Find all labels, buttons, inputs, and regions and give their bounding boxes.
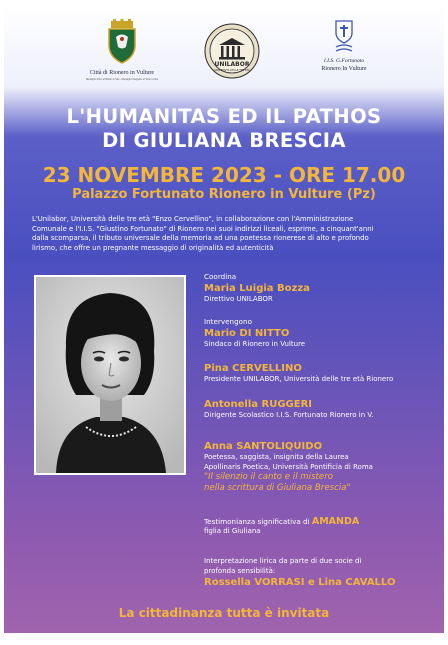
portrait-image [36, 277, 184, 473]
testimony-relation: figlia di Giuliana [204, 527, 261, 535]
testimony-label: Testimonianza significativa di [204, 517, 312, 526]
testimony-name: AMANDA [311, 516, 360, 527]
speakers-label: Intervengono [204, 317, 253, 326]
city-coat-of-arms-icon [104, 19, 140, 65]
speaker-block-2 [204, 362, 444, 385]
event-title-line2: DI GIULIANA BRESCIA [102, 129, 346, 152]
unilabor-logo-subtext: UNIVERSITÀ DELLE TRE ETÀ [214, 69, 250, 72]
speaker2-role: Presidente UNILABOR, Università delle tre età Rionero [204, 375, 394, 383]
city-logo-caption: Città di Rionero in Vulture [89, 70, 155, 76]
invitation-footer: La cittadinanza tutta è invitata [118, 606, 330, 620]
speaker2-name: Pina CERVELLINO [204, 363, 302, 374]
coordinator-name: Maria Luigia Bozza [204, 283, 310, 294]
unilabor-logo [204, 23, 260, 83]
portrait-photo [34, 275, 186, 475]
city-logo-subcaption: Medaglia d'Oro al Merito Civile - Medaglia d'Argento al Valor Civile [86, 78, 159, 81]
speaker1-name: Mario DI NITTO [204, 328, 290, 339]
school-logo [308, 19, 380, 73]
coordinator-role: Direttivo UNILABOR [204, 295, 273, 303]
speaker-block-4 [204, 440, 444, 494]
school-emblem-icon [332, 19, 356, 53]
unilabor-seal-icon [204, 23, 260, 79]
reading-names: Rossella VORRASI e Lina CAVALLO [204, 577, 396, 588]
speaker3-name: Antonella RUGGERI [204, 399, 312, 410]
reading-line1: Interpretazione lirica da parte di due socie di [204, 557, 362, 565]
event-title-line1: L'HUMANITAS ED IL PATHOS [66, 105, 382, 128]
coordinator-block [204, 272, 444, 305]
school-logo-caption-line2: Rionero In Vulture [321, 66, 367, 72]
intro-paragraph [32, 215, 416, 253]
speaker-block-3 [204, 398, 444, 421]
speaker-block-1 [204, 317, 444, 350]
speaker4-role-line2: Apollinaris Poetica, Università Pontificia di Roma [204, 462, 373, 471]
intro-line: lirismo, che offre un pregnante messaggio di originalità ed autenticità [32, 243, 274, 252]
testimony-line [204, 517, 444, 527]
speaker4-talk-line1: "Il silenzio il canto e il mistero [204, 472, 333, 482]
reading-line2: profonda sensibilità: [204, 566, 276, 575]
testimony-block [204, 517, 444, 537]
school-logo-caption-line1: I.I.S. G.Fortunato [323, 58, 365, 64]
event-date-time: 23 NOVEMBRE 2023 - ORE 17.00 [42, 163, 406, 187]
speaker4-name: Anna SANTOLIQUIDO [204, 441, 323, 452]
speaker4-role-line1: Poetessa, saggista, insignita della Laurea [204, 453, 349, 461]
logos-row [4, 5, 444, 89]
intro-line: dalla scomparsa, il tributo universale della memoria ad una poetessa rionerese di alto e profondo [32, 234, 369, 243]
event-poster [4, 5, 444, 633]
unilabor-logo-text: UNILABOR [214, 61, 250, 68]
event-venue: Palazzo Fortunato Rionero in Vulture (Pz) [72, 187, 376, 202]
speaker3-role: Dirigente Scolastico I.I.S. Fortunato Rionero in V. [204, 411, 374, 419]
coordinator-label: Coordina [204, 272, 237, 281]
intro-line: L'Unilabor, Università delle tre età "Enzo Cervellino", in collaborazione con l'Amministrazione [32, 215, 354, 223]
speaker4-talk-line2: nella scrittura di Giuliana Brescia" [204, 483, 351, 493]
city-logo [86, 19, 158, 81]
reading-block [204, 557, 444, 589]
intro-line: Comunale e l'I.I.S. "Giustino Fortunato" di Rionero nei suoi indirizzi liceali, esprime, a cinquant'anni [32, 224, 374, 233]
speaker1-role: Sindaco di Rionero in Vulture [204, 340, 306, 348]
